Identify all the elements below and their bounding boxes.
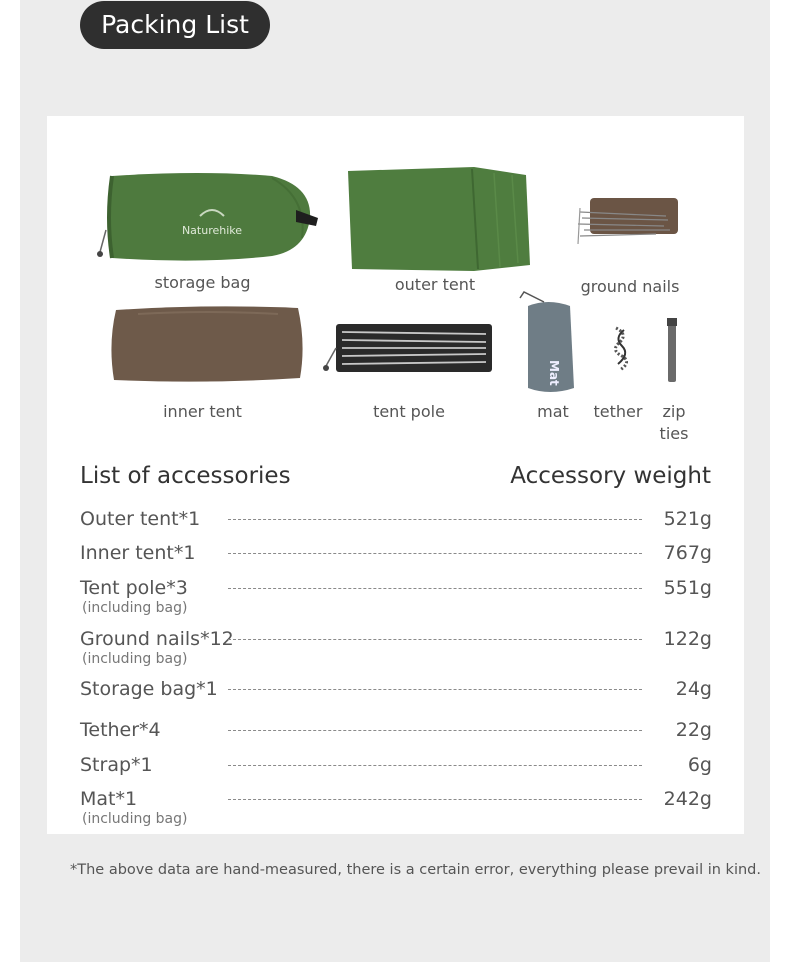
row-weight: 24g — [675, 678, 712, 700]
table-row — [80, 718, 712, 758]
page-title: Packing List — [80, 1, 270, 49]
table-row — [80, 787, 712, 827]
row-name: Strap*1 — [80, 754, 153, 776]
mat-image — [514, 290, 580, 398]
tether-image — [606, 324, 636, 374]
dotted-leader — [228, 799, 642, 800]
weight-header: Accessory weight — [510, 463, 711, 489]
label-tether: tether — [593, 402, 643, 421]
table-row — [80, 576, 712, 616]
label-storage-bag: storage bag — [154, 273, 251, 292]
table-row — [80, 627, 712, 667]
row-name: Tether*4 — [80, 719, 161, 741]
row-weight: 521g — [663, 508, 712, 530]
dotted-leader — [228, 519, 642, 520]
brand-logo-text: Naturehike — [181, 224, 243, 237]
row-weight: 6g — [687, 754, 712, 776]
mat-print-text: Mat — [547, 360, 561, 386]
row-name: Ground nails*12 — [80, 628, 234, 650]
label-mat: mat — [537, 402, 569, 421]
row-name: Tent pole*3 — [80, 577, 188, 599]
row-name: Storage bag*1 — [80, 678, 218, 700]
row-name: Outer tent*1 — [80, 508, 201, 530]
row-weight: 22g — [675, 719, 712, 741]
inner-tent-image — [108, 304, 308, 384]
row-subtext: (including bag) — [82, 811, 188, 827]
label-tent-pole: tent pole — [373, 402, 445, 421]
dotted-leader — [228, 730, 642, 731]
accessories-header: List of accessories — [80, 463, 291, 489]
row-name: Inner tent*1 — [80, 542, 196, 564]
footnote: *The above data are hand-measured, there is a certain error, everything please prevail in kind. — [70, 862, 761, 878]
row-weight: 242g — [663, 788, 712, 810]
ground-nails-image — [576, 196, 682, 250]
dotted-leader — [228, 689, 642, 690]
zip-ties-image — [662, 316, 682, 384]
row-weight: 767g — [663, 542, 712, 564]
row-subtext: (including bag) — [82, 651, 188, 667]
dotted-leader — [228, 553, 642, 554]
dotted-leader — [228, 765, 642, 766]
label-outer-tent: outer tent — [394, 275, 476, 294]
row-subtext: (including bag) — [82, 600, 188, 616]
table-row — [80, 541, 712, 581]
dotted-leader — [228, 639, 642, 640]
label-ground-nails: ground nails — [580, 277, 680, 296]
row-name: Mat*1 — [80, 788, 138, 810]
row-weight: 122g — [663, 628, 712, 650]
label-zip-ties: zip ties — [659, 402, 689, 443]
outer-tent-image — [344, 165, 534, 275]
dotted-leader — [228, 588, 642, 589]
storage-bag-image — [92, 168, 332, 268]
label-inner-tent: inner tent — [163, 402, 242, 421]
table-row — [80, 677, 712, 717]
tent-pole-image — [320, 320, 495, 376]
row-weight: 551g — [663, 577, 712, 599]
